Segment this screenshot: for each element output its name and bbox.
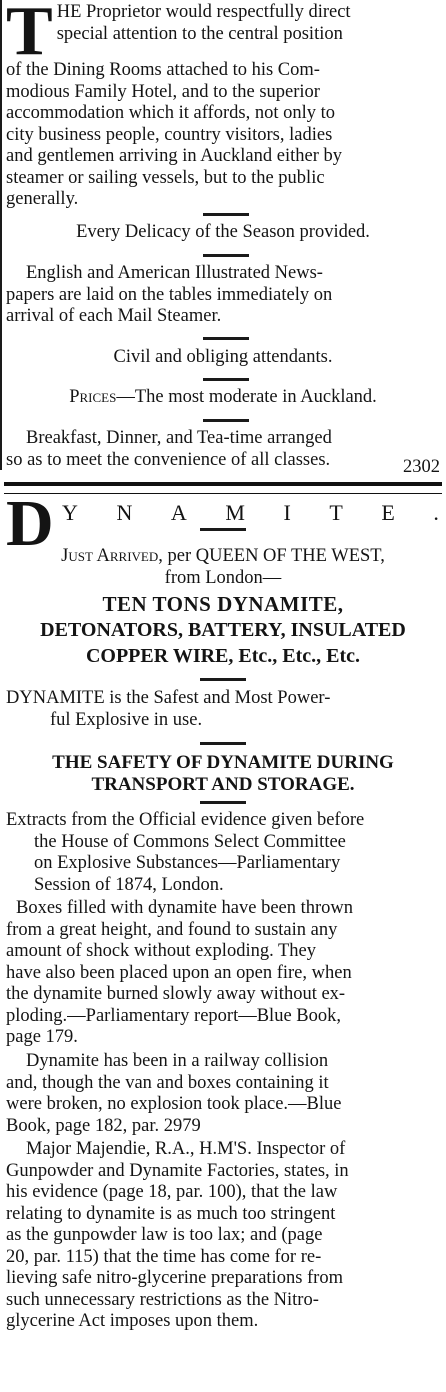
dynamite-majendie-line-8: such unnecessary restrictions as the Nitro-: [6, 1289, 319, 1310]
dynamite-safety-heading: [6, 752, 440, 795]
title-letter: E: [381, 500, 396, 525]
title-letter: A: [170, 500, 188, 525]
section-rule: [200, 801, 246, 804]
dynamite-drop-cap: D: [6, 487, 54, 560]
section-rule: [203, 213, 249, 216]
hotel-meals-line-2: so as to meet the convenience of all classes.: [6, 449, 331, 470]
hotel-newspapers-line-1: English and American Illustrated News-: [26, 263, 323, 283]
dynamite-boxes-line-2: from a great height, and found to sustain any: [6, 919, 338, 940]
dynamite-safety-heading-line-1: THE SAFETY OF DYNAMITE DURING: [52, 752, 394, 773]
title-letter: T: [329, 500, 344, 525]
title-letter: .: [433, 500, 440, 525]
hotel-intro-line-3: of the Dining Rooms attached to his Com-: [6, 60, 320, 80]
hotel-intro-line-8: steamer or sailing vessels, but to the public: [6, 167, 325, 188]
dynamite-from-line: from London—: [164, 568, 282, 588]
hotel-drop-cap: T: [6, 0, 53, 70]
hotel-intro-paragraph: [6, 2, 440, 211]
hotel-intro-line-4: modious Family Hotel, and to the superior: [6, 81, 320, 102]
section-rule: [203, 378, 249, 381]
dynamite-heading-detonators: DETONATORS, BATTERY, INSULATED: [40, 619, 406, 641]
dynamite-safest-paragraph: [6, 688, 440, 731]
dynamite-arrival-line: [6, 546, 440, 568]
dynamite-railway-line-4: Book, page 182, par. 2979: [6, 1115, 201, 1136]
dynamite-boxes-line-5: the dynamite burned slowly away without ex-: [6, 984, 346, 1004]
title-letter: Y: [62, 500, 79, 525]
hotel-intro-line-1: HE Proprietor would respectfully direct: [56, 2, 351, 22]
dynamite-extracts-paragraph: [6, 810, 440, 896]
hotel-attendants-line: Civil and obliging attendants.: [113, 347, 333, 367]
hotel-intro-line-7: and gentlemen arriving in Auckland either by: [6, 146, 342, 166]
dynamite-majendie-line-7: lieving safe nitro-glycerine preparations from: [6, 1268, 343, 1288]
dynamite-railway-line-3: were broken, no explosion took place.—Blue: [6, 1094, 342, 1114]
hotel-intro-line-6: city business people, country visitors, ladies: [6, 124, 333, 145]
section-rule: [200, 528, 246, 531]
section-rule: [200, 678, 246, 681]
dynamite-majendie-line-3: his evidence (page 18, par. 100), that the law: [6, 1182, 338, 1202]
dynamite-majendie-line-1: Major Majendie, R.A., H.M'S. Inspector of: [26, 1139, 346, 1159]
hotel-intro-line-2: special attention to the central position: [56, 23, 343, 44]
dynamite-boxes-line-7: page 179.: [6, 1027, 78, 1047]
advertisement-separator: [4, 482, 442, 494]
hotel-delicacy-line: Every Delicacy of the Season provided.: [76, 222, 370, 242]
hotel-prices-label: Prices: [69, 387, 117, 407]
dynamite-safest-line-1: DYNAMITE is the Safest and Most Power-: [6, 688, 331, 708]
dynamite-majendie-line-9: glycerine Act imposes upon them.: [6, 1311, 259, 1331]
dynamite-boxes-line-1: Boxes filled with dynamite have been thrown: [16, 898, 354, 918]
hotel-newspapers-line-3: arrival of each Mail Steamer.: [6, 306, 222, 326]
dynamite-railway-paragraph: [6, 1051, 440, 1137]
dynamite-arrival-label: Just Arrived: [61, 546, 159, 566]
title-letter: M: [225, 500, 246, 525]
section-rule: [203, 254, 249, 257]
dynamite-boxes-paragraph: [6, 898, 440, 1049]
dynamite-railway-line-2: and, though the van and boxes containing it: [6, 1072, 329, 1093]
dynamite-heading-tons: TEN TONS DYNAMITE,: [102, 592, 344, 616]
dynamite-extracts-line-3: on Explosive Substances—Parliamentary: [34, 853, 341, 873]
dynamite-safety-heading-line-2: TRANSPORT AND STORAGE.: [91, 773, 355, 795]
dynamite-extracts-line-4: Session of 1874, London.: [34, 874, 224, 895]
hotel-intro-line-5: accommodation which it affords, not only to: [6, 103, 335, 123]
dynamite-majendie-line-4: relating to dynamite is as much too stringent: [6, 1203, 336, 1224]
hotel-intro-line-9: generally.: [6, 189, 79, 209]
dynamite-railway-line-1: Dynamite has been in a railway collision: [26, 1051, 329, 1071]
hotel-prices-text: —The most moderate in Auckland.: [116, 387, 377, 407]
section-rule: [200, 742, 246, 745]
dynamite-extracts-line-2: the House of Commons Select Committee: [34, 831, 346, 852]
dynamite-safest-line-2: ful Explosive in use.: [50, 709, 203, 730]
dynamite-majendie-line-6: 20, par. 115) that the time has come for re-: [6, 1246, 322, 1267]
dynamite-majendie-paragraph: [6, 1139, 440, 1333]
dynamite-extracts-line-1: Extracts from the Official evidence given before: [6, 810, 365, 830]
hotel-meals-line-1: Breakfast, Dinner, and Tea-time arranged: [26, 428, 332, 448]
dynamite-heading-copper: COPPER WIRE, Etc., Etc., Etc.: [85, 645, 361, 667]
dynamite-majendie-line-5: as the gunpowder law is too lax; and (page: [6, 1225, 323, 1245]
section-rule: [203, 419, 249, 422]
hotel-newspapers-line-2: papers are laid on the tables immediately on: [6, 284, 333, 305]
dynamite-boxes-line-6: ploding.—Parliamentary report—Blue Book,: [6, 1005, 341, 1026]
title-letter: I: [283, 500, 292, 525]
dynamite-boxes-line-4: have also been placed upon an open fire, when: [6, 962, 352, 983]
dynamite-title: [62, 500, 440, 526]
dynamite-arrival-text: , per QUEEN OF THE WEST,: [158, 546, 385, 566]
hotel-newspapers-paragraph: [6, 263, 440, 328]
dynamite-majendie-line-2: Gunpowder and Dynamite Factories, states, in: [6, 1160, 349, 1181]
section-rule: [203, 337, 249, 340]
dynamite-boxes-line-3: amount of shock without exploding. They: [6, 941, 317, 961]
hotel-ad-ref-number: 2302: [403, 457, 440, 477]
hotel-prices-line: [6, 387, 440, 409]
title-letter: N: [116, 500, 134, 525]
column-left-border: [0, 0, 2, 470]
